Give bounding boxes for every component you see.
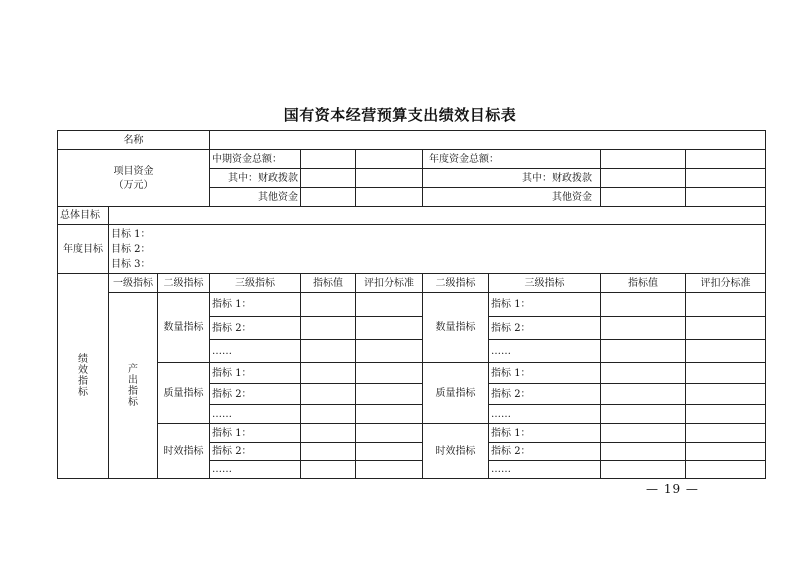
mid-fiscal-extra	[356, 169, 423, 188]
header-level1: 一级指标	[109, 274, 158, 293]
header-criteria-left: 评扣分标准	[356, 274, 423, 293]
item-label: ……	[489, 340, 601, 363]
value-cell	[601, 384, 686, 405]
quantity-indicator-left: 数量指标	[158, 293, 210, 363]
annual-goal-3: 目标 3：	[111, 258, 151, 270]
value-cell	[301, 424, 356, 443]
mid-other-label: 其他资金	[210, 188, 301, 207]
criteria-cell	[356, 405, 423, 424]
value-cell	[601, 424, 686, 443]
year-other-label: 其他资金	[423, 188, 601, 207]
output-indicator-label	[109, 293, 158, 479]
overall-goal-row	[58, 207, 766, 225]
criteria-cell	[686, 405, 766, 424]
performance-char-2: 效	[78, 365, 88, 376]
item-label: 指标 1：	[489, 293, 601, 317]
name-label: 名称	[58, 131, 210, 150]
item-label: ……	[210, 461, 301, 479]
header-level2-right: 二级指标	[423, 274, 489, 293]
item-label: 指标 1：	[210, 424, 301, 443]
annual-goal-row	[58, 225, 766, 274]
criteria-cell	[356, 424, 423, 443]
value-cell	[601, 293, 686, 317]
name-value-cell	[210, 131, 766, 150]
value-cell	[601, 317, 686, 340]
timeliness-indicator-right: 时效指标	[423, 424, 489, 479]
output-char-2: 出	[128, 374, 138, 386]
quality-indicator-right: 质量指标	[423, 363, 489, 424]
value-cell	[301, 461, 356, 479]
header-level3-left: 三级指标	[210, 274, 301, 293]
table-row	[58, 424, 766, 443]
header-criteria-right: 评扣分标准	[686, 274, 766, 293]
mid-other-value	[301, 188, 356, 207]
value-cell	[301, 293, 356, 317]
performance-target-table	[57, 130, 766, 479]
performance-char-4: 标	[78, 387, 88, 398]
annual-goal-list	[109, 225, 766, 274]
item-label: ……	[489, 461, 601, 479]
criteria-cell	[356, 443, 423, 461]
value-cell	[601, 363, 686, 384]
performance-char-1: 绩	[78, 354, 88, 365]
year-fiscal-label: 其中：财政拨款	[423, 169, 601, 188]
table-row	[58, 363, 766, 384]
quantity-indicator-right: 数量指标	[423, 293, 489, 363]
year-total-extra	[686, 150, 766, 169]
value-cell	[301, 443, 356, 461]
criteria-cell	[686, 384, 766, 405]
criteria-cell	[686, 461, 766, 479]
value-cell	[601, 405, 686, 424]
value-cell	[601, 461, 686, 479]
value-cell	[301, 384, 356, 405]
project-funds-label-line2: （万元）	[113, 179, 154, 191]
mid-other-extra	[356, 188, 423, 207]
item-label: 指标 2：	[489, 317, 601, 340]
annual-goal-label: 年度目标	[58, 225, 109, 274]
criteria-cell	[686, 363, 766, 384]
value-cell	[601, 340, 686, 363]
criteria-cell	[356, 384, 423, 405]
item-label: ……	[489, 405, 601, 424]
value-cell	[301, 363, 356, 384]
mid-fiscal-label: 其中：财政拨款	[210, 169, 301, 188]
value-cell	[301, 405, 356, 424]
criteria-cell	[356, 340, 423, 363]
overall-goal-label: 总体目标	[58, 207, 109, 225]
year-other-extra	[686, 188, 766, 207]
year-fiscal-extra	[686, 169, 766, 188]
item-label: 指标 1：	[210, 363, 301, 384]
header-level3-right: 三级指标	[489, 274, 601, 293]
name-row	[58, 131, 766, 150]
criteria-cell	[686, 317, 766, 340]
criteria-cell	[686, 424, 766, 443]
criteria-cell	[356, 461, 423, 479]
indicator-header-row	[58, 274, 766, 293]
criteria-cell	[686, 293, 766, 317]
item-label: ……	[210, 405, 301, 424]
item-label: 指标 1：	[210, 293, 301, 317]
project-funds-label	[58, 150, 210, 207]
item-label: 指标 2：	[210, 443, 301, 461]
year-fiscal-value	[601, 169, 686, 188]
page-number: — 19 —	[646, 482, 699, 496]
annual-goal-2: 目标 2：	[111, 243, 151, 255]
criteria-cell	[356, 317, 423, 340]
output-char-4: 标	[128, 396, 138, 408]
output-char-1: 产	[128, 363, 138, 375]
item-label: 指标 2：	[210, 384, 301, 405]
item-label: 指标 2：	[210, 317, 301, 340]
annual-goal-1: 目标 1：	[111, 228, 151, 240]
project-funds-label-line1: 项目资金	[113, 165, 154, 177]
performance-indicator-label	[58, 274, 109, 479]
year-other-value	[601, 188, 686, 207]
value-cell	[301, 340, 356, 363]
item-label: 指标 1：	[489, 424, 601, 443]
table-row	[58, 293, 766, 317]
performance-char-3: 指	[78, 376, 88, 387]
mid-total-value	[301, 150, 356, 169]
item-label: 指标 1：	[489, 363, 601, 384]
output-char-3: 指	[128, 385, 138, 397]
overall-goal-value	[109, 207, 766, 225]
criteria-cell	[356, 363, 423, 384]
value-cell	[301, 317, 356, 340]
funds-row-1	[58, 150, 766, 169]
header-value-left: 指标值	[301, 274, 356, 293]
header-level2-left: 二级指标	[158, 274, 210, 293]
item-label: ……	[210, 340, 301, 363]
table-title: 国有资本经营预算支出绩效目标表	[283, 106, 517, 124]
criteria-cell	[686, 340, 766, 363]
item-label: 指标 2：	[489, 443, 601, 461]
mid-fiscal-value	[301, 169, 356, 188]
year-total-label: 年度资金总额：	[423, 150, 601, 169]
value-cell	[601, 443, 686, 461]
criteria-cell	[356, 293, 423, 317]
header-value-right: 指标值	[601, 274, 686, 293]
mid-total-label: 中期资金总额：	[210, 150, 301, 169]
mid-total-extra	[356, 150, 423, 169]
timeliness-indicator-left: 时效指标	[158, 424, 210, 479]
year-total-value	[601, 150, 686, 169]
item-label: 指标 2：	[489, 384, 601, 405]
criteria-cell	[686, 443, 766, 461]
quality-indicator-left: 质量指标	[158, 363, 210, 424]
